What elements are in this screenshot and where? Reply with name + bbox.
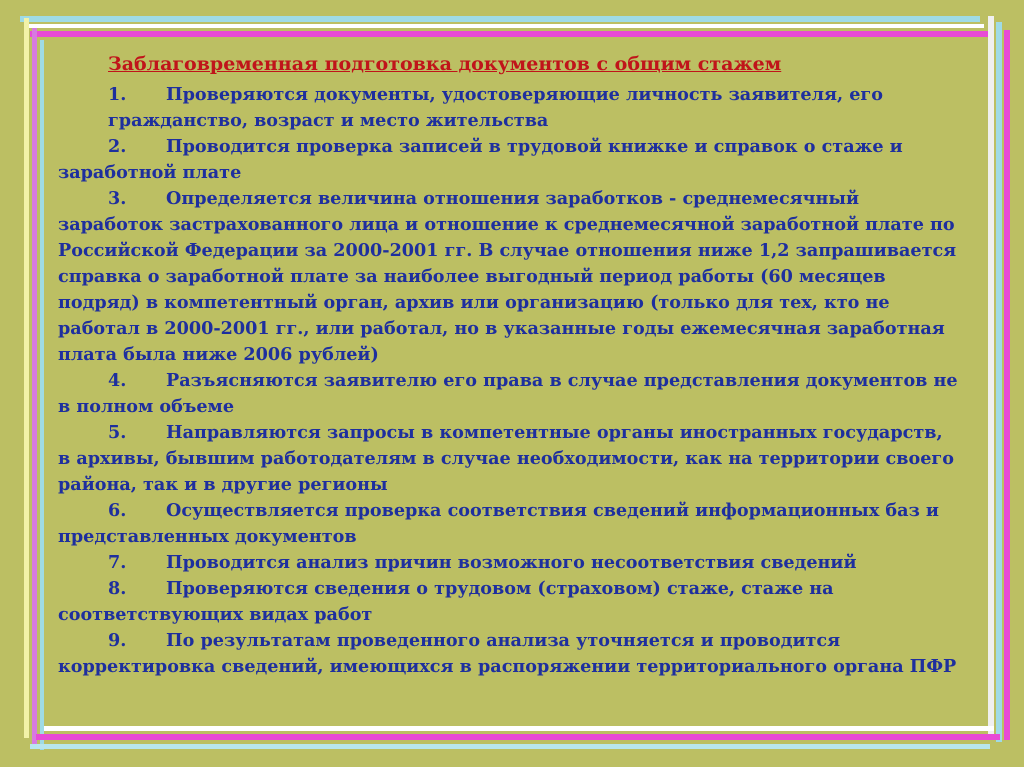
- item-text: По результатам проведенного анализа уточняется и проводится корректировка сведений, имеющихся в распоряжении территориального органа ПФР: [58, 630, 957, 677]
- item-text: Определяется величина отношения заработков - среднемесячный заработок застрахованного лица и отношение к среднемесячной заработной плате по Российской Федерации за 2000-2001 гг. В случае отношения ниже 1,2 запрашивается справка о заработной плате за наиболее выгодный период работы (60 месяцев подряд) в компетентный орган, архив или организацию (только для тех, кто не работал в 2000-2001 гг., или работал, но в указанные годы ежемесячная заработная плата была ниже 2006 рублей): [58, 188, 957, 365]
- frame-stripe-bottom-1: [44, 726, 994, 731]
- list-item: [58, 368, 958, 420]
- frame-stripe-left-2: [32, 28, 37, 748]
- item-number: 4.: [108, 370, 127, 391]
- frame-stripe-bottom-2: [36, 734, 1000, 740]
- frame-stripe-left-3: [40, 40, 44, 750]
- item-text: Проверяются документы, удостоверяющие личность заявителя, его гражданство, возраст и место жительства: [108, 84, 883, 131]
- frame-stripe-top-1: [20, 16, 980, 22]
- frame-stripe-top-3: [30, 31, 990, 37]
- item-number: 1.: [108, 84, 127, 105]
- item-text: Разъясняются заявителю его права в случае представления документов не в полном объеме: [58, 370, 958, 417]
- item-text: Проводится анализ причин возможного несоответствия сведений: [166, 552, 857, 573]
- frame-stripe-right-1: [988, 16, 994, 736]
- frame-stripe-right-3: [1004, 30, 1010, 740]
- item-number: 7.: [108, 552, 127, 573]
- list-item: [58, 420, 958, 498]
- item-number: 5.: [108, 422, 127, 443]
- frame-stripe-right-2: [996, 22, 1002, 742]
- slide-title: Заблаговременная подготовка документов с общим стажем: [108, 53, 782, 75]
- item-number: 8.: [108, 578, 127, 599]
- item-number: 9.: [108, 630, 127, 651]
- item-text: Проводится проверка записей в трудовой книжке и справок о стаже и заработной плате: [58, 136, 903, 183]
- list-item: [58, 550, 958, 576]
- list-item: [58, 186, 958, 368]
- list-item: [58, 82, 958, 134]
- frame-stripe-left-1: [24, 18, 29, 738]
- item-number: 6.: [108, 500, 127, 521]
- slide-content: [58, 50, 958, 680]
- item-number: 2.: [108, 136, 127, 157]
- list-item: [58, 576, 958, 628]
- list-item: [58, 498, 958, 550]
- item-text: Проверяются сведения о трудовом (страховом) стаже, стаже на соответствующих видах работ: [58, 578, 834, 625]
- list-item: [58, 628, 958, 680]
- frame-stripe-top-2: [24, 24, 984, 28]
- list-item: [58, 134, 958, 186]
- item-number: 3.: [108, 188, 127, 209]
- frame-stripe-bottom-3: [30, 744, 990, 749]
- item-text: Направляются запросы в компетентные органы иностранных государств, в архивы, бывшим работодателям в случае необходимости, как на территории своего района, так и в другие регионы: [58, 422, 954, 495]
- item-text: Осуществляется проверка соответствия сведений информационных баз и представленных документов: [58, 500, 939, 547]
